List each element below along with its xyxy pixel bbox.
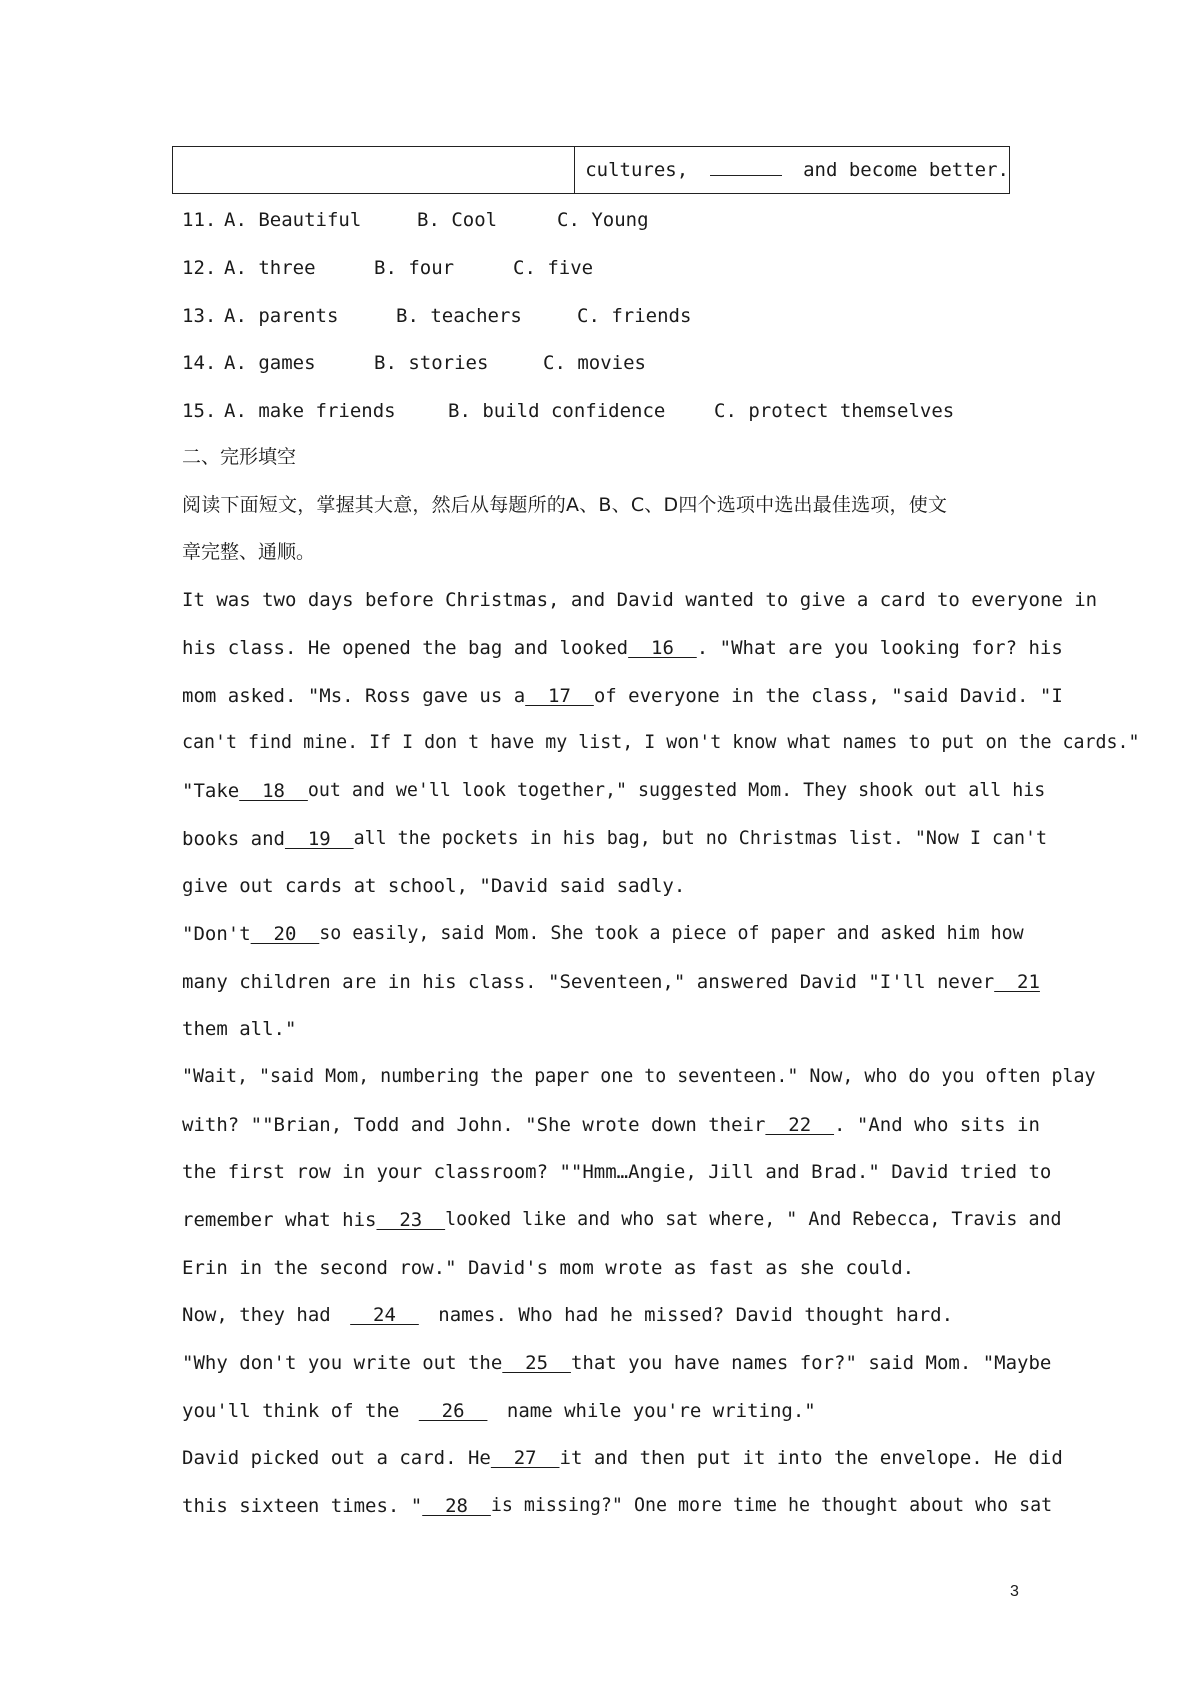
passage-text: the first row in your classroom? ""Hmm…Angie, Jill and Brad." David tried to [182,1161,1052,1183]
passage-text: David picked out a card. He [182,1447,491,1469]
table-cell-left [173,147,575,193]
passage-text: "Why don't you write out the [182,1352,503,1374]
passage-text: all the pockets in his bag, but no Christmas list. "Now I can't [353,828,1047,849]
page-number: 3 [1010,1583,1019,1600]
option-c: C. five [513,257,594,279]
option-c: C. movies [543,352,646,374]
blank-17: 17 [525,685,594,707]
passage-line [182,922,1022,946]
option-c: C. Young [557,209,649,231]
passage-text: books and [182,828,285,850]
passage-text: that you have names for?" said Mom. "Maybe [570,1352,1052,1374]
option-a: A. Beautiful [224,209,362,231]
question-number: 14. [182,352,217,374]
table-fragment [172,146,1010,194]
option-a: A. games [224,352,316,374]
passage-text: "Don't [182,923,251,945]
blank-28: 28 [422,1495,491,1517]
passage-line [182,1399,1022,1423]
option-c: C. friends [577,305,692,327]
question-number: 12. [182,257,217,279]
option-b: B. stories [374,352,489,374]
passage-line [182,1113,1040,1137]
passage-line [182,970,1040,994]
passage-text: many children are in his class. "Seventeen," answered David "I'll never [182,971,995,993]
passage-line [182,779,1046,803]
passage-text: so easily, said Mom. She took a piece of paper and asked him how [319,923,1024,944]
passage-text: his class. He opened the bag and looked [182,637,629,659]
passage-text: with? ""Brian, Todd and John. "She wrote down their [182,1114,766,1136]
question-number: 13. [182,305,217,327]
passage-line [182,731,1140,755]
blank-19: 19 [284,828,354,850]
option-b: B. teachers [396,305,522,327]
passage-line [182,588,1098,612]
blank-20: 20 [250,923,320,945]
blank-21: 21 [994,971,1040,993]
passage-text: . "And who sits in [834,1114,1040,1136]
passage-text: It was two days before Christmas, and David wanted to give a card to everyone in [182,589,1098,611]
question-number: 15. [182,400,217,422]
passage-text: names. Who had he missed? David thought hard. [438,1304,954,1326]
passage-text: this sixteen times. " [182,1495,423,1517]
passage-line [182,1351,1052,1375]
passage-line [182,1256,1022,1280]
passage-text: mom asked. "Ms. Ross gave us a [182,685,526,707]
option-b: B. four [374,257,455,279]
passage-line [182,1494,1053,1518]
passage-line [182,1446,1063,1470]
passage-line [182,1160,1052,1184]
table-cell-text-before: cultures, [585,159,689,181]
blank-25: 25 [502,1352,571,1374]
blank-26: 26 [418,1400,488,1422]
blank-24: 24 [350,1304,419,1326]
question-number: 11. [182,209,217,231]
passage-text: of everyone in the class, "said David. "I [593,685,1063,707]
table-cell-blank [710,174,782,176]
passage-text: give out cards at school, "David said sadly. [182,875,686,897]
option-c: C. protect themselves [714,400,955,422]
blank-18: 18 [239,780,308,802]
blank-22: 22 [765,1114,835,1136]
section-instruction-line2: 章完整、通顺。 [182,541,316,563]
passage-text: . "What are you looking for? his [696,637,1063,659]
section-heading: 二、完形填空 [182,446,297,468]
passage-line [182,874,1022,898]
passage-text: Now, they had [182,1304,331,1326]
passage-line [182,636,1063,660]
passage-text: it and then put it into the envelope. He did [559,1447,1063,1469]
passage-text: them all." [182,1018,297,1040]
passage-line [182,1208,1062,1232]
table-cell-text-after: and become better. [803,159,1009,181]
passage-line [182,827,1047,851]
passage-line [182,684,1063,708]
option-a: A. make friends [224,400,396,422]
blank-16: 16 [628,637,697,659]
passage-text: name while you're writing." [506,1400,816,1422]
passage-text: "Wait, "said Mom, numbering the paper one to seventeen." Now, who do you often play [182,1066,1096,1087]
passage-text: remember what his [182,1209,377,1231]
blank-23: 23 [376,1209,446,1231]
option-b: B. Cool [417,209,498,231]
passage-line [182,1065,1096,1089]
passage-line [182,1017,1022,1041]
blank-27: 27 [490,1447,560,1469]
passage-text: Erin in the second row." David's mom wrote as fast as she could. [182,1257,915,1279]
passage-text: looked like and who sat where, " And Rebecca, Travis and [445,1209,1062,1230]
option-b: B. build confidence [448,400,666,422]
option-a: A. parents [224,305,339,327]
passage-text: you'll think of the [182,1400,400,1422]
passage-text: "Take [182,780,240,802]
passage-text: is missing?" One more time he thought about who sat [490,1495,1053,1516]
table-cell-right [575,147,1009,193]
passage-text: out and we'll look together," suggested Mom. They shook out all his [307,780,1046,801]
passage-text: can't find mine. If I don t have my list, I won't know what names to put on the cards." [182,732,1140,753]
passage-line [182,1303,1022,1327]
option-a: A. three [224,257,316,279]
section-instruction-line1: 阅读下面短文，掌握其大意，然后从每题所的A、B、C、D四个选项中选出最佳选项，使文 [182,494,948,516]
